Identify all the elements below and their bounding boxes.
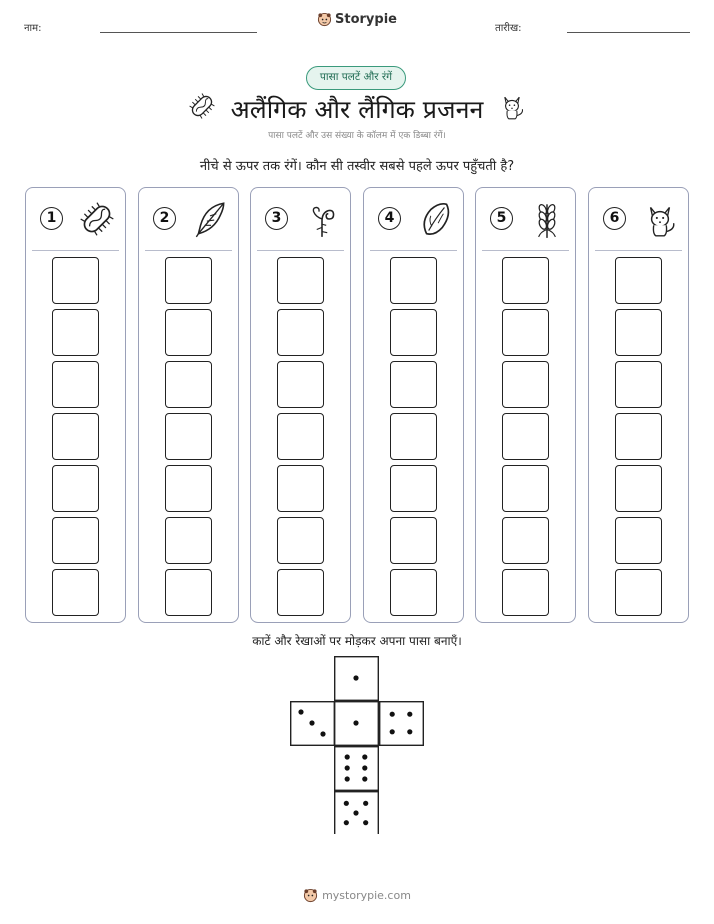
color-box[interactable] (390, 361, 437, 408)
column-number-badge: 6 (603, 207, 626, 230)
color-box[interactable] (277, 361, 324, 408)
die-face-6 (335, 747, 379, 791)
storypie-logo-icon (303, 888, 318, 903)
die-pip (320, 731, 325, 736)
color-box[interactable] (277, 517, 324, 564)
bacterium-icon (76, 198, 118, 240)
color-box[interactable] (165, 517, 212, 564)
color-box[interactable] (390, 465, 437, 512)
wheat-icon (526, 198, 568, 240)
color-box[interactable] (502, 465, 549, 512)
brand (0, 12, 714, 31)
fox-cub-icon (639, 198, 681, 240)
date-label: तारीख: (495, 23, 522, 34)
color-box[interactable] (502, 309, 549, 356)
column-1 (25, 187, 126, 623)
die-net (290, 656, 424, 834)
die-pip (344, 801, 349, 806)
color-box[interactable] (502, 517, 549, 564)
cut-instruction: काटें और रेखाओं पर मोड़कर अपना पासा बनाएँ। (252, 634, 462, 648)
column-header (482, 188, 569, 251)
footer (0, 888, 714, 907)
die-face-1 (335, 702, 379, 746)
color-box[interactable] (52, 569, 99, 616)
color-box[interactable] (390, 257, 437, 304)
footer-site: mystorypie.com (322, 889, 411, 902)
color-box[interactable] (390, 413, 437, 460)
column-header (145, 188, 232, 251)
die-pip (390, 729, 395, 734)
color-box[interactable] (390, 569, 437, 616)
color-box[interactable] (277, 257, 324, 304)
die-pip (363, 820, 368, 825)
die-pip (407, 729, 412, 734)
subtitle: पासा पलटें और उस संख्या के कॉलम में एक डिब्बा रंगें। (268, 131, 446, 141)
die-pip (309, 720, 314, 725)
color-box[interactable] (165, 413, 212, 460)
color-box[interactable] (615, 465, 662, 512)
column-number-badge: 4 (378, 207, 401, 230)
column-6 (588, 187, 689, 623)
die-pip (363, 801, 368, 806)
color-box[interactable] (615, 413, 662, 460)
name-line[interactable] (100, 32, 257, 33)
color-box[interactable] (277, 465, 324, 512)
color-box[interactable] (502, 361, 549, 408)
column-number-badge: 2 (153, 207, 176, 230)
color-box[interactable] (165, 569, 212, 616)
color-box[interactable] (615, 569, 662, 616)
color-box[interactable] (52, 361, 99, 408)
die-pip (362, 776, 367, 781)
fox-cub-icon (496, 90, 528, 122)
color-box[interactable] (615, 257, 662, 304)
die-pip (298, 709, 303, 714)
fern-spiral-icon (301, 198, 343, 240)
die-pip (353, 810, 358, 815)
column-header (595, 188, 682, 251)
color-box[interactable] (52, 413, 99, 460)
die-face-1 (335, 657, 379, 701)
feather-icon (189, 198, 231, 240)
die-face-5 (335, 792, 379, 834)
die-pip (353, 675, 358, 680)
color-box[interactable] (52, 465, 99, 512)
column-2 (138, 187, 239, 623)
color-box[interactable] (390, 309, 437, 356)
activity-tag: पासा पलटें और रंगें (306, 66, 406, 90)
die-pip (344, 820, 349, 825)
die-face-4 (380, 702, 424, 746)
column-4 (363, 187, 464, 623)
name-label: नाम: (24, 23, 42, 34)
page-title: अलैंगिक और लैंगिक प्रजनन (230, 95, 484, 124)
date-line[interactable] (567, 32, 690, 33)
die-pip (362, 765, 367, 770)
column-3 (250, 187, 351, 623)
color-box[interactable] (52, 257, 99, 304)
color-box[interactable] (502, 413, 549, 460)
seed-icon (414, 198, 456, 240)
color-box[interactable] (52, 309, 99, 356)
die-pip (407, 712, 412, 717)
color-box[interactable] (165, 257, 212, 304)
die-pip (362, 754, 367, 759)
column-number-badge: 5 (490, 207, 513, 230)
color-box[interactable] (615, 517, 662, 564)
color-box[interactable] (277, 569, 324, 616)
die-pip (345, 776, 350, 781)
color-box[interactable] (615, 309, 662, 356)
column-number-badge: 1 (40, 207, 63, 230)
column-5 (475, 187, 576, 623)
color-box[interactable] (52, 517, 99, 564)
column-header (32, 188, 119, 251)
die-pip (345, 765, 350, 770)
color-box[interactable] (502, 257, 549, 304)
die-pip (345, 754, 350, 759)
color-box[interactable] (277, 413, 324, 460)
color-box[interactable] (165, 465, 212, 512)
column-header (370, 188, 457, 251)
storypie-logo-icon (317, 12, 332, 27)
color-box[interactable] (390, 517, 437, 564)
die-pip (390, 712, 395, 717)
color-box[interactable] (165, 361, 212, 408)
brand-name: Storypie (335, 12, 397, 27)
column-header (257, 188, 344, 251)
instruction: नीचे से ऊपर तक रंगें। कौन सी तस्वीर सबसे पहले ऊपर पहुँचती है? (199, 159, 515, 174)
column-number-badge: 3 (265, 207, 288, 230)
die-pip (353, 720, 358, 725)
color-box[interactable] (615, 361, 662, 408)
color-box[interactable] (165, 309, 212, 356)
color-box[interactable] (277, 309, 324, 356)
die-face-3 (291, 702, 335, 746)
color-box[interactable] (502, 569, 549, 616)
